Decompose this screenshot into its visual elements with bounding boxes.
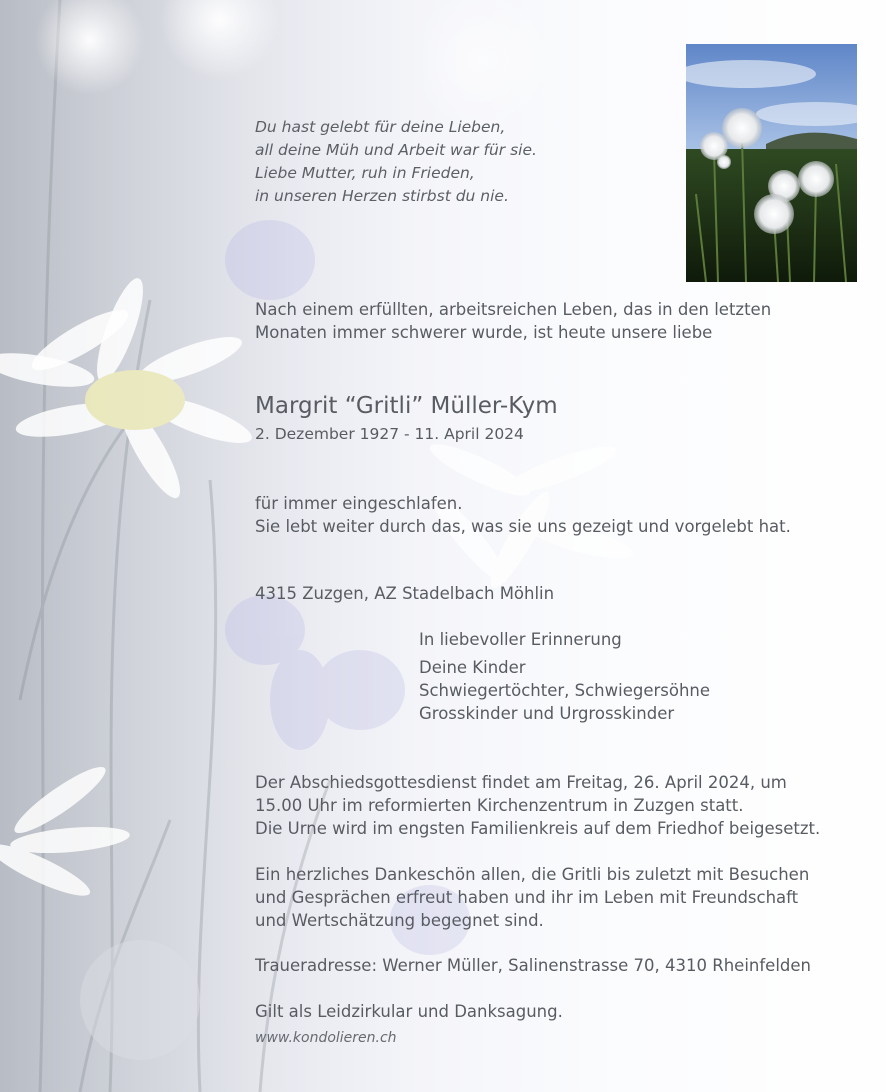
mourning-address: Traueradresse: Werner Müller, Salinenstrasse 70, 4310 Rheinfelden bbox=[255, 956, 811, 975]
intro-line: Monaten immer schwerer wurde, ist heute unsere liebe bbox=[255, 323, 713, 342]
mourners-line: Schwiegertöchter, Schwiegersöhne bbox=[419, 681, 711, 700]
service-line: 15.00 Uhr im reformierten Kirchenzentrum in Zuzgen statt. bbox=[255, 796, 744, 815]
poem-line: in unseren Herzen stirbst du nie. bbox=[255, 187, 509, 205]
poem bbox=[255, 116, 537, 208]
service-paragraph bbox=[255, 771, 820, 840]
passing-line: Sie lebt weiter durch das, was sie uns gezeigt und vorgelebt hat. bbox=[255, 517, 791, 536]
deceased-name: Margrit “Gritli” Müller-Kym bbox=[255, 393, 558, 419]
mourners-line: In liebevoller Erinnerung bbox=[419, 630, 622, 649]
service-line: Die Urne wird im engsten Familienkreis auf dem Friedhof beigesetzt. bbox=[255, 819, 821, 838]
passing-line: für immer eingeschlafen. bbox=[255, 494, 463, 513]
mourners-line: Grosskinder und Urgrosskinder bbox=[419, 704, 675, 723]
mourners-block bbox=[419, 628, 710, 725]
poem-line: all deine Müh und Arbeit war für sie. bbox=[255, 141, 537, 159]
intro-line: Nach einem erfüllten, arbeitsreichen Leben, das in den letzten bbox=[255, 300, 772, 319]
service-line: Der Abschiedsgottesdienst findet am Freitag, 26. April 2024, um bbox=[255, 773, 787, 792]
thanks-paragraph bbox=[255, 863, 809, 932]
thanks-line: und Gesprächen erfreut haben und ihr im Leben mit Freundschaft bbox=[255, 888, 799, 907]
thanks-line: Ein herzliches Dankeschön allen, die Gritli bis zuletzt mit Besuchen bbox=[255, 865, 810, 884]
location: 4315 Zuzgen, AZ Stadelbach Möhlin bbox=[255, 584, 555, 603]
mourners-line: Deine Kinder bbox=[419, 658, 526, 677]
dandelion-photo bbox=[686, 44, 857, 282]
circular-note: Gilt als Leidzirkular und Danksagung. bbox=[255, 1002, 563, 1021]
poem-line: Du hast gelebt für deine Lieben, bbox=[255, 118, 506, 136]
passing-paragraph bbox=[255, 492, 791, 538]
website-link[interactable]: www.kondolieren.ch bbox=[255, 1030, 397, 1046]
poem-line: Liebe Mutter, ruh in Frieden, bbox=[255, 164, 475, 182]
intro-paragraph bbox=[255, 298, 771, 344]
thanks-line: und Wertschätzung begegnet sind. bbox=[255, 911, 544, 930]
life-dates: 2. Dezember 1927 - 11. April 2024 bbox=[255, 425, 524, 443]
